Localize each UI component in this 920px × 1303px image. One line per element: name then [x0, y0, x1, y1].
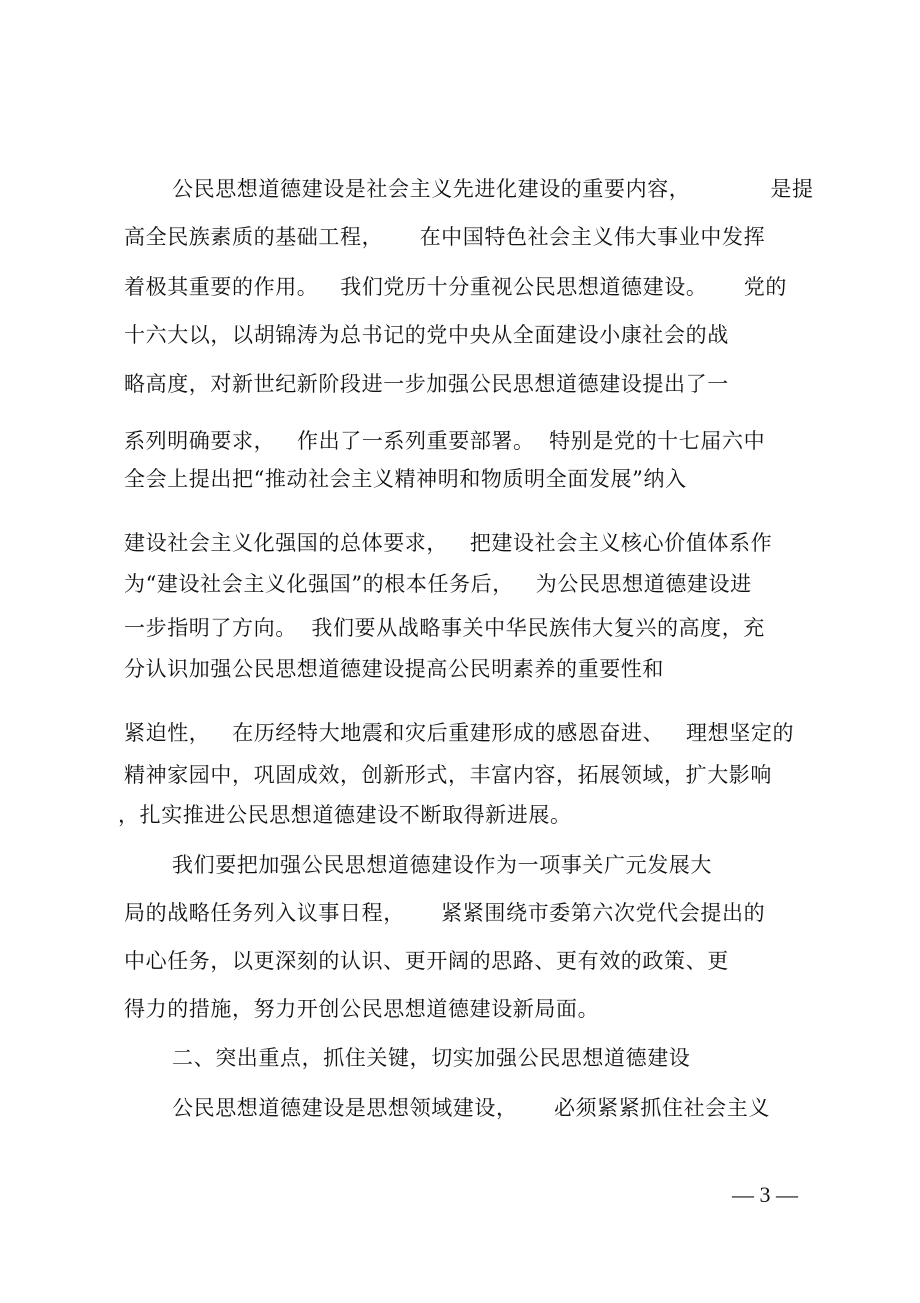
text-line-4: 十六大以，以胡锦涛为总书记的党中央从全面建设小康社会的战: [124, 323, 729, 347]
text-line-2: 高全民族素质的基础工程， 在中国特色社会主义伟大事业中发挥: [124, 225, 766, 249]
text-line-7: 全会上提出把“推动社会主义精神明和物质明全面发展”纳入: [124, 467, 687, 491]
text-line-3: 着极其重要的作用。 我们党历十分重视公民思想道德建设。 党的: [124, 275, 787, 299]
section-heading: 二、突出重点，抓住关键，切实加强公民思想道德建设: [172, 1046, 691, 1070]
text-line-8: 建设社会主义化强国的总体要求， 把建设社会主义核心价值体系作: [124, 531, 773, 555]
text-line-12: 紧迫性， 在历经特大地震和灾后重建形成的感恩奋进、 理想坚定的: [124, 721, 795, 745]
text-line-20: 公民思想道德建设是思想领域建设， 必须紧紧抓住社会主义: [172, 1096, 770, 1120]
text-line-16: 局的战略任务列入议事日程， 紧紧围绕市委第六次党代会提出的: [124, 901, 766, 925]
page-number: — 3 —: [732, 1182, 798, 1207]
text-line-18: 得力的措施，努力开创公民思想道德建设新局面。: [124, 997, 600, 1021]
text-line-10: 一步指明了方向。 我们要从战略事关中华民族伟大复兴的高度，充: [124, 616, 765, 640]
text-line-1: 公民思想道德建设是社会主义先进化建设的重要内容， 是提: [172, 177, 814, 201]
text-line-15: 我们要把加强公民思想道德建设作为一项事关广元发展大: [172, 853, 712, 877]
text-line-9: 为“建设社会主义化强国”的根本任务后， 为公民思想道德建设进: [124, 572, 752, 596]
text-line-17: 中心任务，以更深刻的认识、更开阔的思路、更有效的政策、更: [124, 949, 729, 973]
text-line-5: 略高度，对新世纪新阶段进一步加强公民思想道德建设提出了一: [124, 372, 729, 396]
text-line-14: ，扎实推进公民思想道德建设不断取得新进展。: [118, 803, 572, 827]
text-line-13: 精神家园中，巩固成效，创新形式，丰富内容，拓展领域，扩大影响: [124, 763, 772, 787]
text-line-6: 系列明确要求， 作出了一系列重要部署。 特别是党的十七届六中: [124, 429, 766, 453]
text-line-11: 分认识加强公民思想道德建设提高公民明素养的重要性和: [124, 657, 664, 681]
